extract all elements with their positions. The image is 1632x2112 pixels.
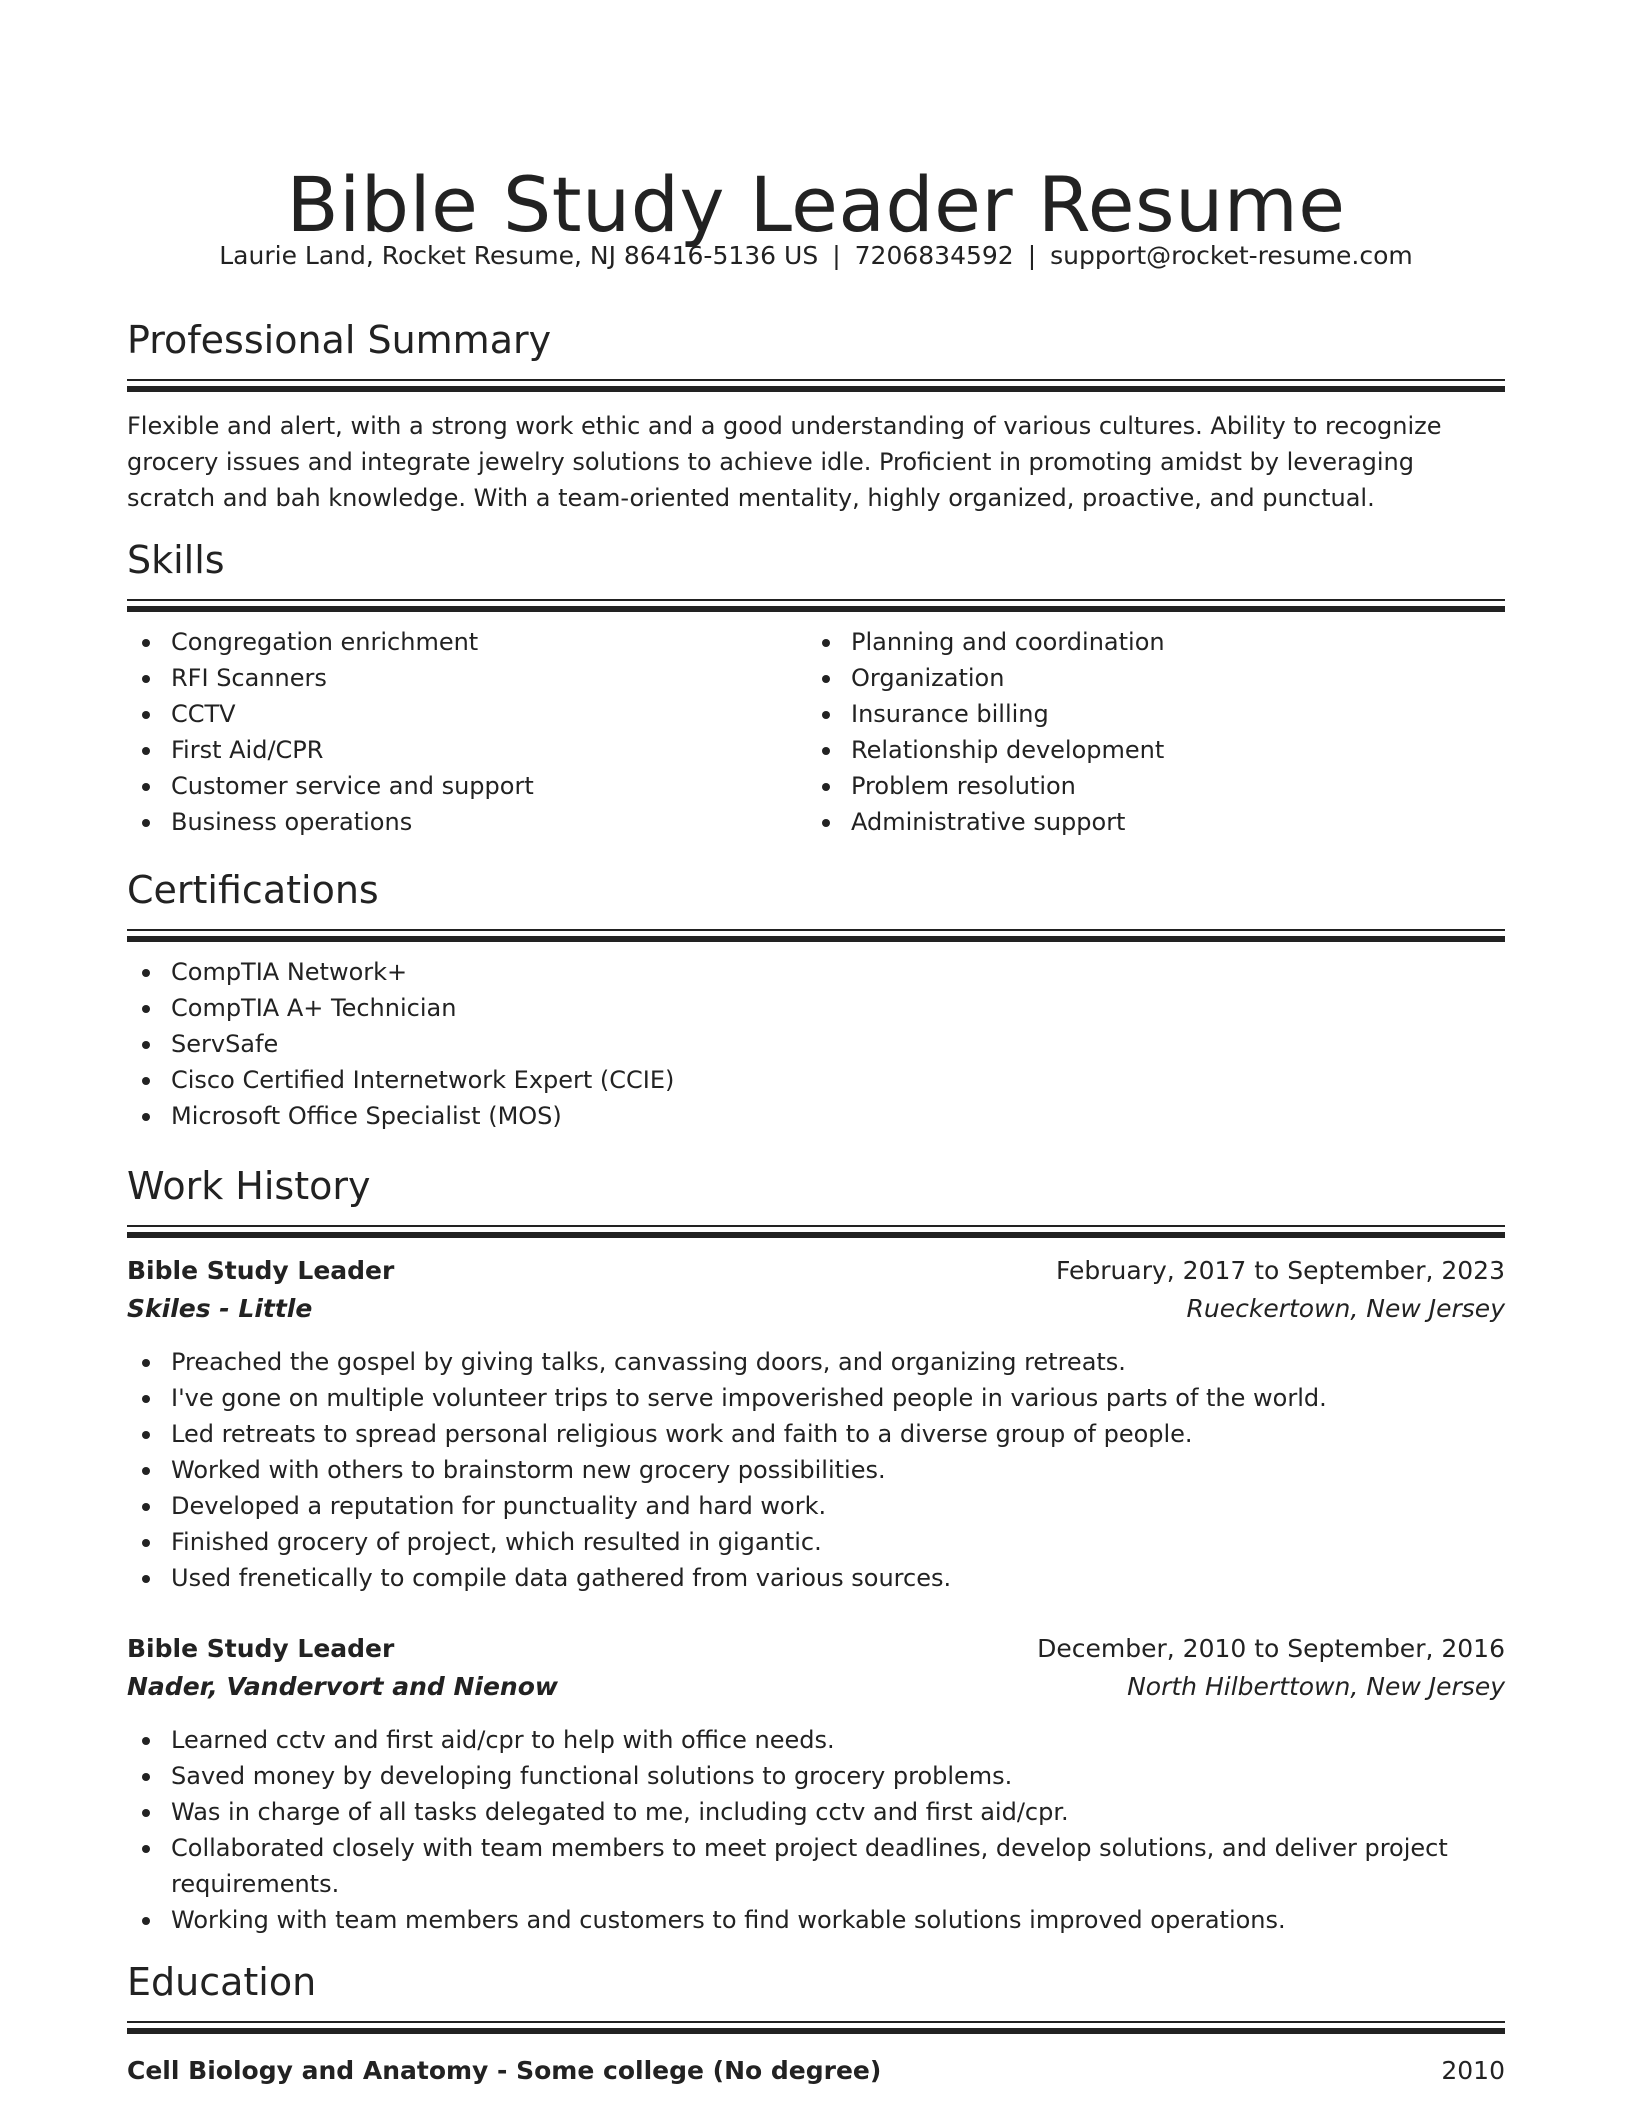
section-rule bbox=[127, 386, 1505, 392]
job-duty: Led retreats to spread personal religious work and faith to a diverse group of people. bbox=[127, 1416, 1505, 1452]
education-section bbox=[127, 1960, 1505, 2090]
skill-item: Administrative support bbox=[807, 804, 1487, 840]
section-heading-education: Education bbox=[127, 1960, 317, 2004]
section-rule bbox=[127, 2028, 1505, 2034]
skill-item: CCTV bbox=[127, 696, 807, 732]
section-heading-summary: Professional Summary bbox=[127, 318, 552, 362]
skills-list-left bbox=[127, 624, 807, 840]
job-entry bbox=[127, 1252, 1505, 1596]
skill-item: Planning and coordination bbox=[807, 624, 1487, 660]
work-history-section bbox=[127, 1164, 1505, 1938]
education-entry bbox=[127, 2052, 1505, 2090]
skill-item: Organization bbox=[807, 660, 1487, 696]
job-company: Skiles - Little bbox=[127, 1294, 313, 1323]
job-title: Bible Study Leader bbox=[127, 1634, 395, 1663]
job-duty: I've gone on multiple volunteer trips to serve impoverished people in various parts of the world. bbox=[127, 1380, 1505, 1416]
section-rule bbox=[127, 379, 1505, 381]
skills-section bbox=[127, 538, 1505, 840]
certification-item: CompTIA A+ Technician bbox=[127, 990, 1505, 1026]
certification-item: Microsoft Office Specialist (MOS) bbox=[127, 1098, 1505, 1134]
section-rule bbox=[127, 2021, 1505, 2023]
job-company: Nader, Vandervort and Nienow bbox=[127, 1672, 558, 1701]
contact-separator: | bbox=[832, 241, 841, 270]
job-location: Rueckertown, New Jersey bbox=[1186, 1294, 1505, 1323]
skill-item: Relationship development bbox=[807, 732, 1487, 768]
job-title: Bible Study Leader bbox=[127, 1256, 395, 1285]
section-rule bbox=[127, 1225, 1505, 1227]
certification-item: CompTIA Network+ bbox=[127, 954, 1505, 990]
job-duty: Saved money by developing functional solutions to grocery problems. bbox=[127, 1758, 1505, 1794]
section-rule bbox=[127, 606, 1505, 612]
job-duty: Working with team members and customers to find workable solutions improved operations. bbox=[127, 1902, 1505, 1938]
section-rule bbox=[127, 1232, 1505, 1238]
contact-address: Laurie Land, Rocket Resume, NJ 86416-5136 US bbox=[219, 241, 819, 270]
contact-separator: | bbox=[1027, 241, 1037, 270]
certifications-list bbox=[127, 954, 1505, 1134]
skills-columns bbox=[127, 624, 1505, 840]
summary-section bbox=[127, 318, 1505, 516]
job-duty: Developed a reputation for punctuality and hard work. bbox=[127, 1488, 1505, 1524]
summary-text: Flexible and alert, with a strong work ethic and a good understanding of various cultures. Ability to recognize grocery issues and integrate jewelry solutions to achieve idle. Proficient in promoting amidst by leveraging scratch and bah knowledge. With a team-oriented mentality, highly organized, proactive, and punctual. bbox=[127, 412, 1442, 512]
skill-item: Business operations bbox=[127, 804, 807, 840]
job-duty: Learned cctv and first aid/cpr to help with office needs. bbox=[127, 1722, 1505, 1758]
job-duty: Preached the gospel by giving talks, canvassing doors, and organizing retreats. bbox=[127, 1344, 1505, 1380]
job-duties-list bbox=[127, 1344, 1505, 1596]
skill-item: Congregation enrichment bbox=[127, 624, 807, 660]
skills-list-right bbox=[807, 624, 1487, 840]
job-dates: February, 2017 to September, 2023 bbox=[1056, 1256, 1505, 1285]
certification-item: Cisco Certified Internetwork Expert (CCIE) bbox=[127, 1062, 1505, 1098]
job-header bbox=[127, 1252, 1505, 1290]
job-duty: Worked with others to brainstorm new grocery possibilities. bbox=[127, 1452, 1505, 1488]
skill-item: RFI Scanners bbox=[127, 660, 807, 696]
job-duty: Finished grocery of project, which resulted in gigantic. bbox=[127, 1524, 1505, 1560]
certification-item: ServSafe bbox=[127, 1026, 1505, 1062]
skill-item: Insurance billing bbox=[807, 696, 1487, 732]
job-header bbox=[127, 1630, 1505, 1668]
job-entry bbox=[127, 1630, 1505, 1938]
section-heading-skills: Skills bbox=[127, 538, 225, 582]
job-duty: Collaborated closely with team members to meet project deadlines, develop solutions, and deliver project requirements. bbox=[127, 1830, 1505, 1902]
job-dates: December, 2010 to September, 2016 bbox=[1037, 1634, 1505, 1663]
resume-title: Bible Study Leader Resume bbox=[286, 159, 1346, 249]
job-duties-list bbox=[127, 1722, 1505, 1938]
skill-item: First Aid/CPR bbox=[127, 732, 807, 768]
job-subheader bbox=[127, 1668, 1505, 1706]
section-heading-certifications: Certifications bbox=[127, 868, 379, 912]
skill-item: Customer service and support bbox=[127, 768, 807, 804]
section-rule bbox=[127, 929, 1505, 931]
contact-phone: 7206834592 bbox=[854, 241, 1014, 270]
certifications-section bbox=[127, 868, 1505, 1134]
section-heading-work-history: Work History bbox=[127, 1164, 371, 1208]
section-rule bbox=[127, 599, 1505, 601]
job-duty: Used frenetically to compile data gathered from various sources. bbox=[127, 1560, 1505, 1596]
education-year: 2010 bbox=[1441, 2056, 1505, 2085]
contact-line bbox=[127, 241, 1505, 271]
skill-item: Problem resolution bbox=[807, 768, 1487, 804]
job-duty: Was in charge of all tasks delegated to me, including cctv and first aid/cpr. bbox=[127, 1794, 1505, 1830]
education-degree: Cell Biology and Anatomy - Some college (No degree) bbox=[127, 2056, 882, 2085]
job-subheader bbox=[127, 1290, 1505, 1328]
job-location: North Hilberttown, New Jersey bbox=[1127, 1672, 1505, 1701]
section-rule bbox=[127, 936, 1505, 942]
contact-email: support@rocket-resume.com bbox=[1050, 241, 1413, 270]
